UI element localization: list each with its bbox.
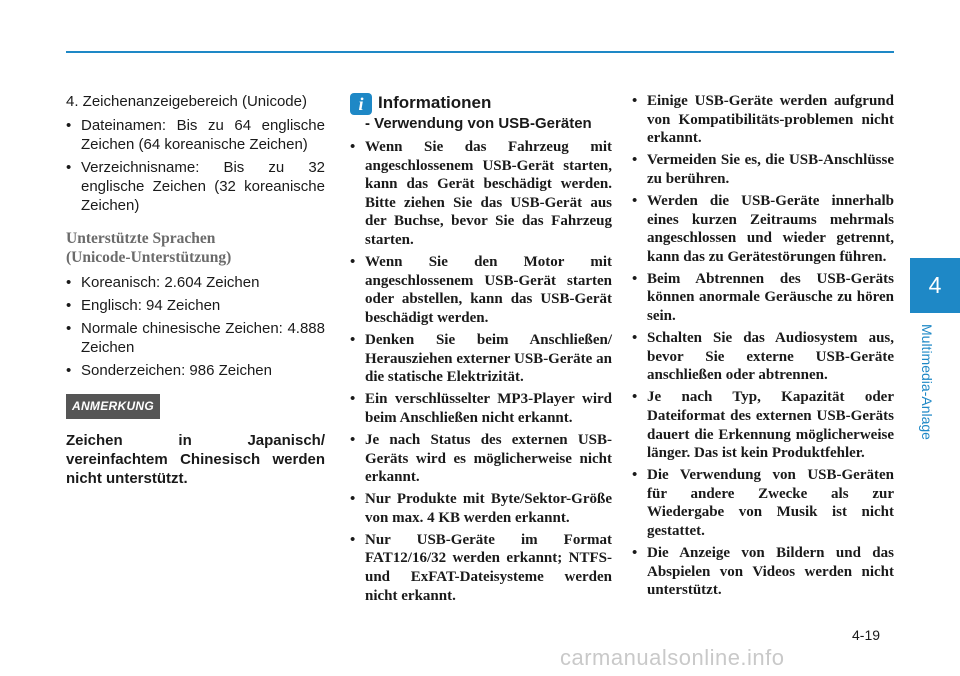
list-item: • Denken Sie beim Anschließen/ Herausziehen externer USB-Geräte an die statische Elektrizität.	[350, 331, 612, 387]
list-item: • Dateinamen: Bis zu 64 englische Zeichen (64 koreanische Zeichen)	[66, 116, 325, 154]
list-item: • Verzeichnisname: Bis zu 32 englische Zeichen (32 koreanische Zeichen)	[66, 158, 325, 215]
list-item: • Sonderzeichen: 986 Zeichen	[66, 361, 325, 380]
chapter-tab	[910, 258, 960, 313]
char-limit-list	[66, 116, 325, 215]
list-item: • Vermeiden Sie es, die USB-Anschlüsse zu berühren.	[632, 151, 894, 188]
list-item: • Normale chinesische Zeichen: 4.888 Zeichen	[66, 319, 325, 357]
list-item: • Nur USB-Geräte im Format FAT12/16/32 werden erkannt; NTFS- und ExFAT-Dateisysteme werden nicht erkannt.	[350, 531, 612, 605]
note-text: Zeichen in Japanisch/ vereinfachtem Chinesisch werden nicht unterstützt.	[66, 432, 325, 487]
usb-info-list-2	[632, 92, 894, 600]
languages-heading: Unterstützte Sprachen (Unicode-Unterstützung)	[66, 230, 232, 266]
chapter-number: 4	[928, 272, 942, 298]
list-item: • Wenn Sie das Fahrzeug mit angeschlossenem USB-Gerät starten, kann das Gerät beschädigt werden. Bitte ziehen Sie das USB-Gerät aus der Buchse, bevor Sie das Fahrzeug starten.	[350, 138, 612, 250]
list-item: • Wenn Sie den Motor mit angeschlossenem USB-Gerät starten oder abstellen, kann das USB-Gerät beschädigt werden.	[350, 253, 612, 327]
list-item: • Die Verwendung von USB-Geräten für andere Zwecke als zur Wiedergabe von Musik ist nicht gestattet.	[632, 466, 894, 540]
list-item: • Koreanisch: 2.604 Zeichen	[66, 273, 325, 292]
info-subtitle: - Verwendung von USB-Geräten	[365, 115, 592, 132]
list-item: • Einige USB-Geräte werden aufgrund von Kompatibilitäts-problemen nicht erkannt.	[632, 92, 894, 148]
info-icon: i	[350, 93, 372, 115]
chapter-label: Multimedia-Anlage	[919, 324, 935, 440]
languages-list	[66, 273, 325, 380]
info-title: Informationen	[378, 93, 492, 112]
note-badge: ANMERKUNG	[66, 394, 160, 419]
list-item: • Nur Produkte mit Byte/Sektor-Größe von max. 4 KB werden erkannt.	[350, 490, 612, 527]
list-item: • Schalten Sie das Audiosystem aus, bevor Sie externe USB-Geräte anschließen oder abtrennen.	[632, 329, 894, 385]
column-middle	[350, 92, 612, 609]
page-number: 4-19	[852, 627, 881, 643]
column-left	[66, 92, 325, 488]
list-item: • Die Anzeige von Bildern und das Abspielen von Videos werden nicht unterstützt.	[632, 544, 894, 600]
list-item: • Werden die USB-Geräte innerhalb eines kurzen Zeitraums mehrmals angeschlossen und wieder getrennt, kann das zu Gerätestörungen führen.	[632, 192, 894, 266]
list-item: • Beim Abtrennen des USB-Geräts können anormale Geräusche zu hören sein.	[632, 270, 894, 326]
list-item: • Ein verschlüsselter MP3-Player wird beim Anschließen nicht erkannt.	[350, 390, 612, 427]
column-right	[632, 92, 894, 603]
usb-info-list-1	[350, 138, 612, 605]
list-item: • Je nach Status des externen USB-Geräts wird es möglicherweise nicht erkannt.	[350, 431, 612, 487]
watermark: carmanualsonline.info	[560, 645, 785, 670]
intro-line: 4. Zeichenanzeigebereich (Unicode)	[66, 93, 307, 110]
header-rule	[66, 51, 894, 53]
info-header	[350, 92, 612, 115]
list-item: • Je nach Typ, Kapazität oder Dateiformat des externen USB-Geräts dauert die Erkennung möglicherweise länger. Das ist kein Produktfehler.	[632, 388, 894, 462]
list-item: • Englisch: 94 Zeichen	[66, 296, 325, 315]
